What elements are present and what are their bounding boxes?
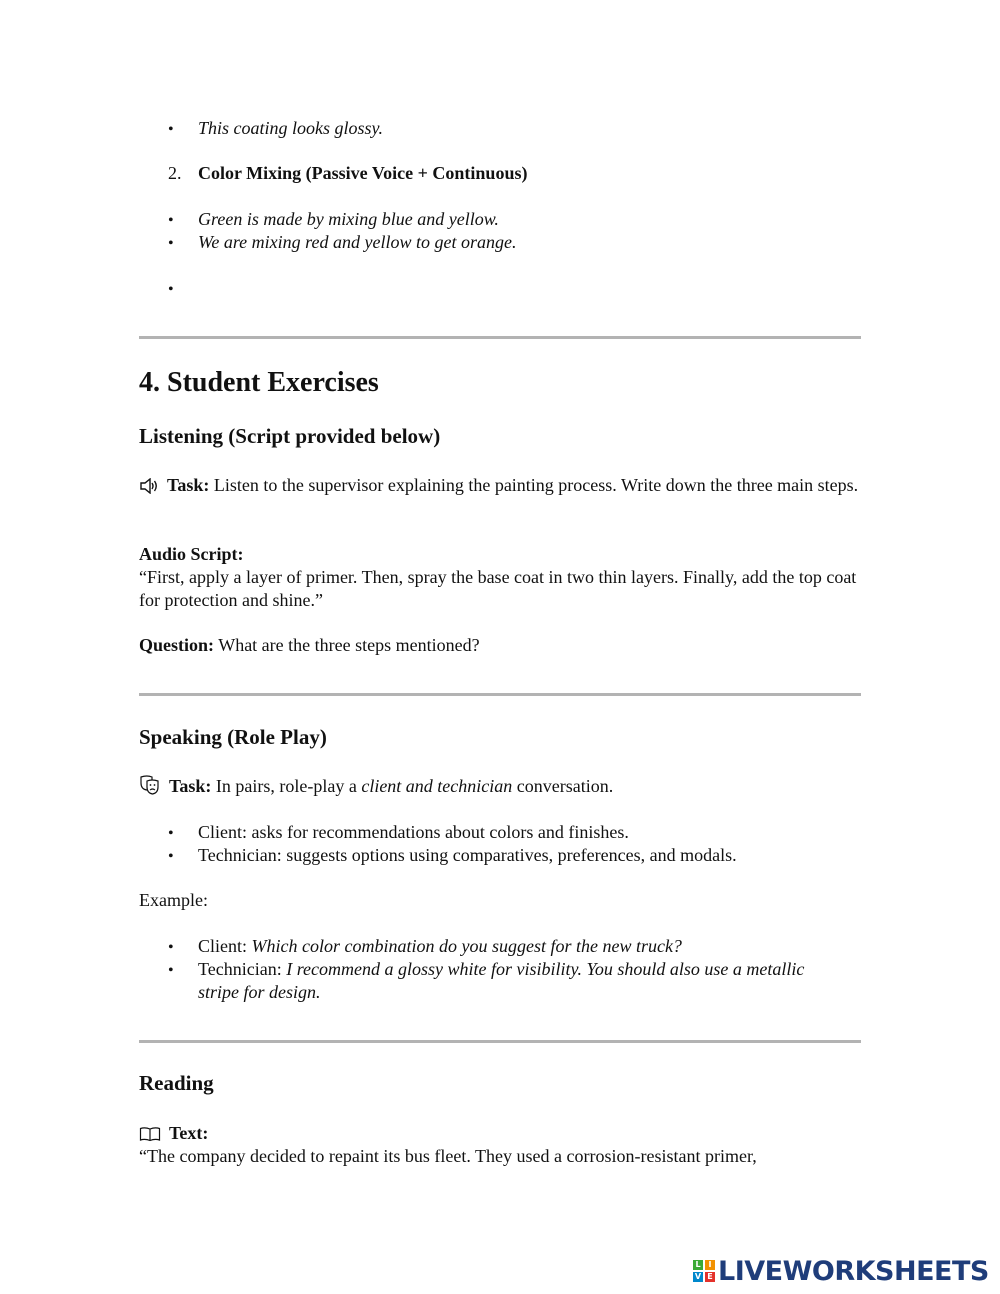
role-client: Client: asks for recommendations about colors and finishes. <box>198 822 629 842</box>
bullet <box>168 208 174 232</box>
question-label: Question: <box>139 635 215 655</box>
audio-script-text: “First, apply a layer of primer. Then, spray the base coat in two thin layers. Finally, add the top coat for protection and shine.” <box>139 567 857 610</box>
logo-mark: L I V E <box>693 1260 715 1282</box>
logo-text: LIVEWORKSHEETS <box>718 1255 989 1287</box>
divider <box>139 1040 861 1043</box>
section-title: 4. Student Exercises <box>139 367 379 398</box>
empty-bullet <box>168 277 174 301</box>
speaking-task <box>139 775 861 801</box>
example-line-client <box>198 935 838 958</box>
role-technician: Technician: suggests options using comparatives, preferences, and modals. <box>198 845 737 865</box>
bullet <box>168 231 174 255</box>
task-text-emphasis: client and technician <box>361 776 513 796</box>
example-label: Example: <box>139 890 208 910</box>
client-line: Which color combination do you suggest for the new truck? <box>251 936 682 956</box>
listening-question <box>139 634 861 657</box>
audio-script-label: Audio Script: <box>139 544 244 564</box>
color-mixing-title: Color Mixing (Passive Voice + Continuous) <box>198 163 528 183</box>
speaking-heading: Speaking (Role Play) <box>139 725 327 749</box>
liveworksheets-logo <box>693 1255 989 1287</box>
reading-text: “The company decided to repaint its bus fleet. They used a corrosion-resistant primer, <box>139 1146 757 1166</box>
mix-example-2: We are mixing red and yellow to get orange. <box>198 232 517 252</box>
speaker-icon <box>139 477 159 500</box>
listening-heading: Listening (Script provided below) <box>139 424 441 448</box>
listening-task <box>139 474 861 500</box>
task-label: Task: <box>167 475 210 495</box>
list-number: 2. <box>168 163 182 183</box>
example-glossy: This coating looks glossy. <box>198 118 384 138</box>
task-text-pre: In pairs, role-play a <box>215 776 357 796</box>
task-text-post: conversation. <box>516 776 614 796</box>
bullet <box>168 935 174 959</box>
speaker-client: Client: <box>198 936 247 956</box>
bullet <box>168 844 174 868</box>
technician-line: I recommend a glossy white for visibility. You should also use a metallic stripe for design. <box>198 959 805 1002</box>
bullet <box>168 117 174 141</box>
speaker-technician: Technician: <box>198 959 282 979</box>
bullet <box>168 958 174 982</box>
theater-masks-icon <box>139 775 161 801</box>
divider <box>139 336 861 339</box>
bullet <box>168 821 174 845</box>
task-text: Listen to the supervisor explaining the painting process. Write down the three main steps. <box>213 475 859 495</box>
example-line-technician <box>198 958 808 1004</box>
reading-heading: Reading <box>139 1071 214 1095</box>
mix-example-1: Green is made by mixing blue and yellow. <box>198 209 499 229</box>
task-label: Task: <box>169 776 212 796</box>
question-text: What are the three steps mentioned? <box>218 635 480 655</box>
divider <box>139 693 861 696</box>
text-label: Text: <box>169 1123 209 1143</box>
